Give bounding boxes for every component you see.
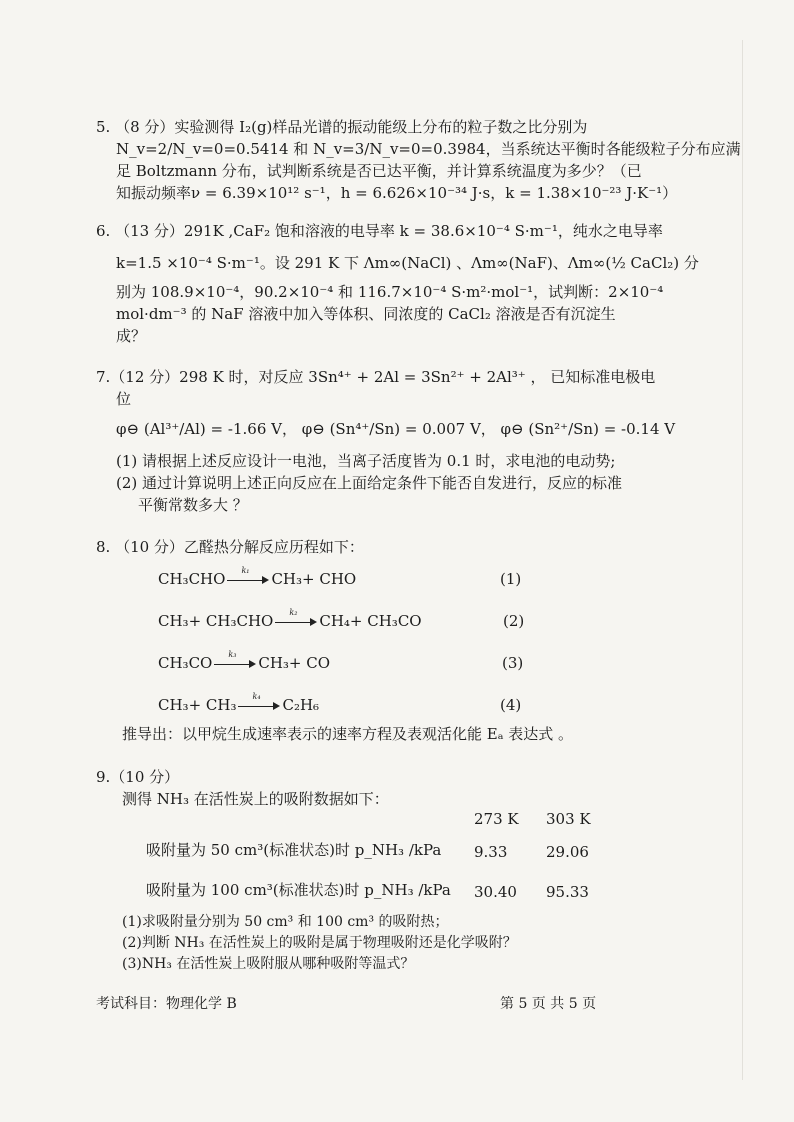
reaction-1-rhs: CH₃+ CHO [271,570,357,588]
q7-subquestion-2: (2) 通过计算说明上述正向反应在上面给定条件下能否自发进行，反应的标准 [116,474,623,492]
q9-row-1-273k: 9.33 [474,843,508,861]
reaction-1-number: (1) [500,570,522,588]
q9-line-1: 9.（10 分） [96,768,180,786]
q9-row-1-303k: 29.06 [546,843,589,861]
reaction-3-rhs: CH₃+ CO [258,654,331,672]
reaction-3-lhs: CH₃CO [158,654,213,672]
q7-subquestion-2-cont: 平衡常数多大 ？ [138,496,248,514]
reaction-4-lhs: CH₃+ CH₃ [158,696,237,714]
q8-derive-instruction: 推导出：以甲烷生成速率表示的速率方程及表观活化能 Eₐ 表达式 。 [122,725,574,743]
q9-subquestion-1: (1)求吸附量分别为 50 cm³ 和 100 cm³ 的吸附热； [122,914,449,930]
reaction-2-lhs: CH₃+ CH₃CHO [158,612,274,630]
q6-line-2: k=1.5 ×10⁻⁴ S·m⁻¹。设 291 K 下 Λm∞(NaCl) 、Λm∞(NaF)、Λm∞(½ CaCl₂) 分 [116,254,699,272]
q9-subquestion-3: (3)NH₃ 在活性炭上吸附服从哪种吸附等温式？ [122,956,415,972]
q7-line-1: 7.（12 分）298 K 时，对反应 3Sn⁴⁺ + 2Al = 3Sn²⁺ + 2Al³⁺ ， 已知标准电极电 [96,368,656,386]
footer-subject: 考试科目：物理化学 B [96,996,237,1012]
q7-potentials: φ⊖ (Al³⁺/Al) = -1.66 V， φ⊖ (Sn⁴⁺/Sn) = 0.007 V， φ⊖ (Sn²⁺/Sn) = -0.14 V [116,420,676,438]
q9-row-2-273k: 30.40 [474,883,517,901]
reaction-arrow-icon: k₁ [227,573,269,587]
reaction-3 [158,650,331,673]
q6-line-5: 成？ [116,327,147,345]
q5-line-3: 足 Boltzmann 分布，试判断系统是否已达平衡，并计算系统温度为多少？（已 [116,162,642,180]
q9-subquestion-2: (2)判断 NH₃ 在活性炭上的吸附是属于物理吸附还是化学吸附？ [122,935,517,951]
q5-line-1: 5. （8 分）实验测得 I₂(g)样品光谱的振动能级上分布的粒子数之比分别为 [96,118,588,136]
q6-line-3: 别为 108.9×10⁻⁴，90.2×10⁻⁴ 和 116.7×10⁻⁴ S·m²·mol⁻¹，试判断：2×10⁻⁴ [116,283,664,301]
reaction-arrow-icon: k₄ [238,699,280,713]
q9-row-2-label: 吸附量为 100 cm³(标准状态)时 p_NH₃ /kPa [146,881,451,899]
reaction-2 [158,608,422,631]
q7-line-2: 位 [116,390,132,408]
reaction-arrow-icon: k₂ [275,615,317,629]
q5-line-2: N_v=2/N_v=0=0.5414 和 N_v=3/N_v=0=0.3984，当系统达平衡时各能级粒子分布应满 [116,140,741,158]
q8-line-1: 8. （10 分）乙醛热分解反应历程如下： [96,538,364,556]
q6-line-1: 6. （13 分）291K ,CaF₂ 饱和溶液的电导率 k = 38.6×10⁻⁴ S·m⁻¹，纯水之电导率 [96,222,663,240]
reaction-2-number: (2) [503,612,525,630]
q7-subquestion-1: (1) 请根据上述反应设计一电池，当离子活度皆为 0.1 时，求电池的电动势; [116,452,616,470]
reaction-2-rhs: CH₄+ CH₃CO [319,612,422,630]
footer-page-number: 第 5 页 共 5 页 [500,996,597,1012]
q9-header-273k: 273 K [474,810,519,828]
reaction-3-number: (3) [502,654,524,672]
reaction-4 [158,692,320,715]
page-fold-line [742,40,743,1080]
q9-row-2-303k: 95.33 [546,883,589,901]
reaction-1-lhs: CH₃CHO [158,570,226,588]
q9-line-2: 测得 NH₃ 在活性炭上的吸附数据如下： [122,790,389,808]
q9-row-1-label: 吸附量为 50 cm³(标准状态)时 p_NH₃ /kPa [146,841,442,859]
q6-line-4: mol·dm⁻³ 的 NaF 溶液中加入等体积、同浓度的 CaCl₂ 溶液是否有沉淀生 [116,305,616,323]
reaction-4-number: (4) [500,696,522,714]
reaction-arrow-icon: k₃ [214,657,256,671]
reaction-1 [158,566,357,589]
q9-header-303k: 303 K [546,810,591,828]
q5-line-4: 知振动频率ν = 6.39×10¹² s⁻¹，h = 6.626×10⁻³⁴ J·s，k = 1.38×10⁻²³ J·K⁻¹） [116,184,678,202]
reaction-4-rhs: C₂H₆ [282,696,320,714]
